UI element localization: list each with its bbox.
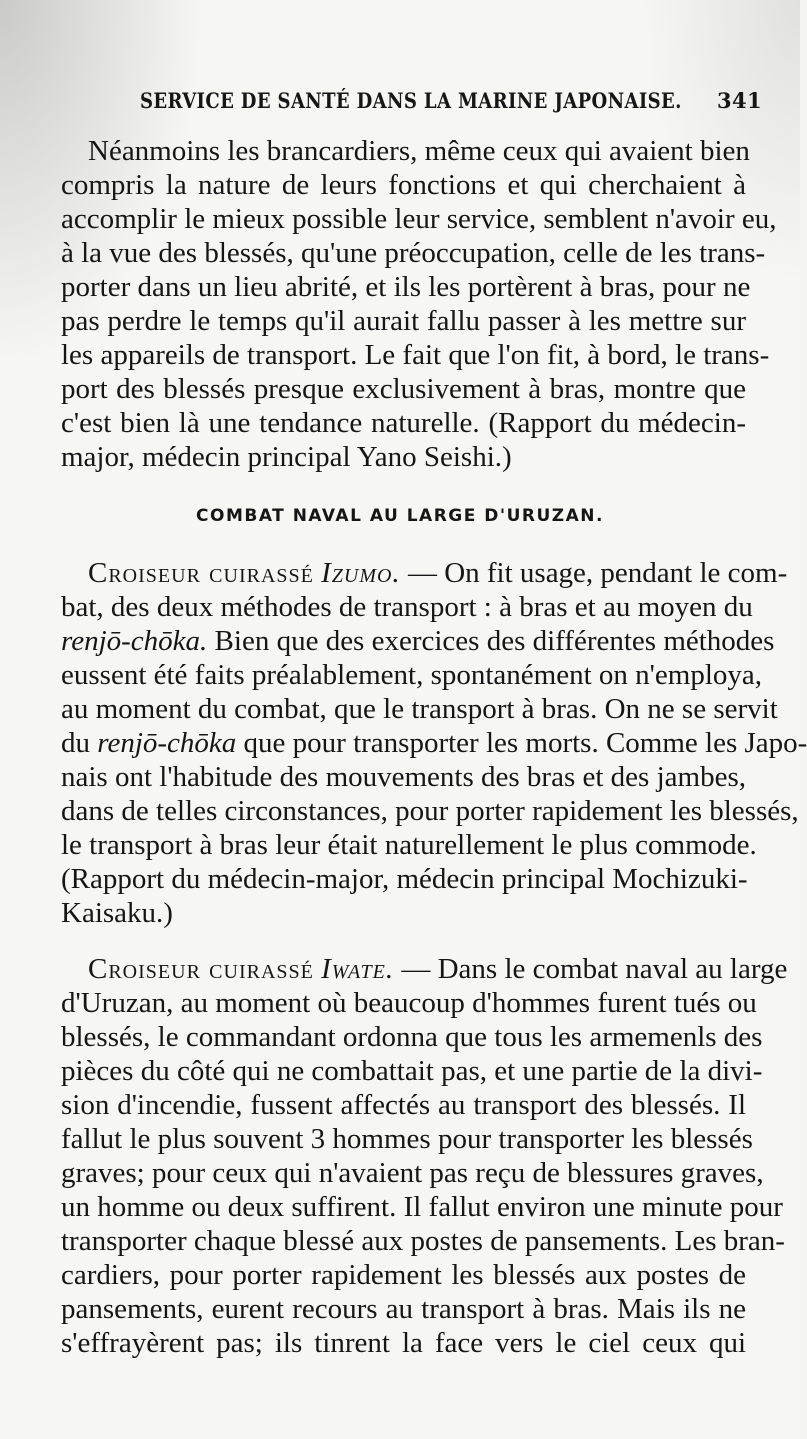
section-heading: COMBAT NAVAL AU LARGE D'URUZAN. <box>196 506 604 526</box>
text-span: — Dans le combat naval au large <box>394 953 788 985</box>
ship-name: Iwate. <box>321 953 395 985</box>
text-line: cardiers, pour porter rapidement les blessés aux postes de <box>61 1259 746 1291</box>
text-line: sion d'incendie, fussent affectés au transport des blessés. Il <box>61 1089 746 1121</box>
text-line: à la vue des blessés, qu'une préoccupation, celle de les trans- <box>61 237 766 269</box>
text-line: s'effrayèrent pas; ils tinrent la face vers le ciel ceux qui <box>61 1327 746 1359</box>
text-line: dans de telles circonstances, pour porter rapidement les blessés, <box>61 795 799 827</box>
text-line: Néanmoins les brancardiers, même ceux qui avaient bien <box>88 135 750 167</box>
text-line <box>88 554 788 592</box>
term-renjo-choka: renjō-chōka. <box>61 625 208 657</box>
text-line: un homme ou deux suffirent. Il fallut environ une minute pour <box>61 1191 783 1223</box>
text-line <box>61 724 807 762</box>
text-span: que pour transporter les morts. Comme les Japo- <box>236 727 807 759</box>
ship-type-label: Croiseur cuirassé <box>88 557 314 589</box>
running-header <box>140 88 770 120</box>
text-line: (Rapport du médecin-major, médecin principal Mochizuki- <box>61 863 748 895</box>
text-line: compris la nature de leurs fonctions et qui cherchaient à <box>61 169 746 201</box>
text-line: les appareils de transport. Le fait que l'on fit, à bord, le trans- <box>61 339 770 371</box>
text-line: nais ont l'habitude des mouvements des bras et des jambes, <box>61 761 746 793</box>
text-span: — On fit usage, pendant le com- <box>400 557 788 589</box>
text-line: pas perdre le temps qu'il aurait fallu passer à les mettre sur <box>61 305 746 337</box>
term-renjo-choka: renjō-chōka <box>97 727 237 759</box>
text-line: fallut le plus souvent 3 hommes pour transporter les blessés <box>61 1123 753 1155</box>
text-line: Kaisaku.) <box>61 897 173 929</box>
text-line: bat, des deux méthodes de transport : à bras et au moyen du <box>61 591 753 623</box>
text-span: du <box>61 727 98 759</box>
text-line: c'est bien là une tendance naturelle. (Rapport du médecin- <box>61 407 746 439</box>
text-line: transporter chaque blessé aux postes de pansements. Les bran- <box>61 1225 785 1257</box>
text-span: Bien que des exercices des différentes méthodes <box>207 625 775 657</box>
text-line: major, médecin principal Yano Seishi.) <box>61 441 512 473</box>
ship-name: Izumo. <box>321 557 401 589</box>
text-line: blessés, le commandant ordonna que tous les armemenls des <box>61 1021 763 1053</box>
text-line: accomplir le mieux possible leur service, semblent n'avoir eu, <box>61 203 777 235</box>
text-line <box>61 622 775 660</box>
text-line: pièces du côté qui ne combattait pas, et une partie de la divi- <box>61 1055 763 1087</box>
ship-type-label: Croiseur cuirassé <box>88 953 314 985</box>
running-title: SERVICE DE SANTÉ DANS LA MARINE JAPONAISE. <box>140 88 682 113</box>
text-line: d'Uruzan, au moment où beaucoup d'hommes furent tués ou <box>61 987 757 1019</box>
text-line: port des blessés presque exclusivement à bras, montre que <box>61 373 746 405</box>
text-line: porter dans un lieu abrité, et ils les portèrent à bras, pour ne <box>61 271 751 303</box>
text-line: graves; pour ceux qui n'avaient pas reçu de blessures graves, <box>61 1157 764 1189</box>
text-line: au moment du combat, que le transport à bras. On ne se servit <box>61 693 778 725</box>
text-line <box>88 950 788 988</box>
text-line: pansements, eurent recours au transport à bras. Mais ils ne <box>61 1293 746 1325</box>
page-number: 341 <box>716 88 762 113</box>
text-line: eussent été faits préalablement, spontanément on n'employa, <box>61 659 762 691</box>
text-line: le transport à bras leur était naturellement le plus commode. <box>61 829 757 861</box>
